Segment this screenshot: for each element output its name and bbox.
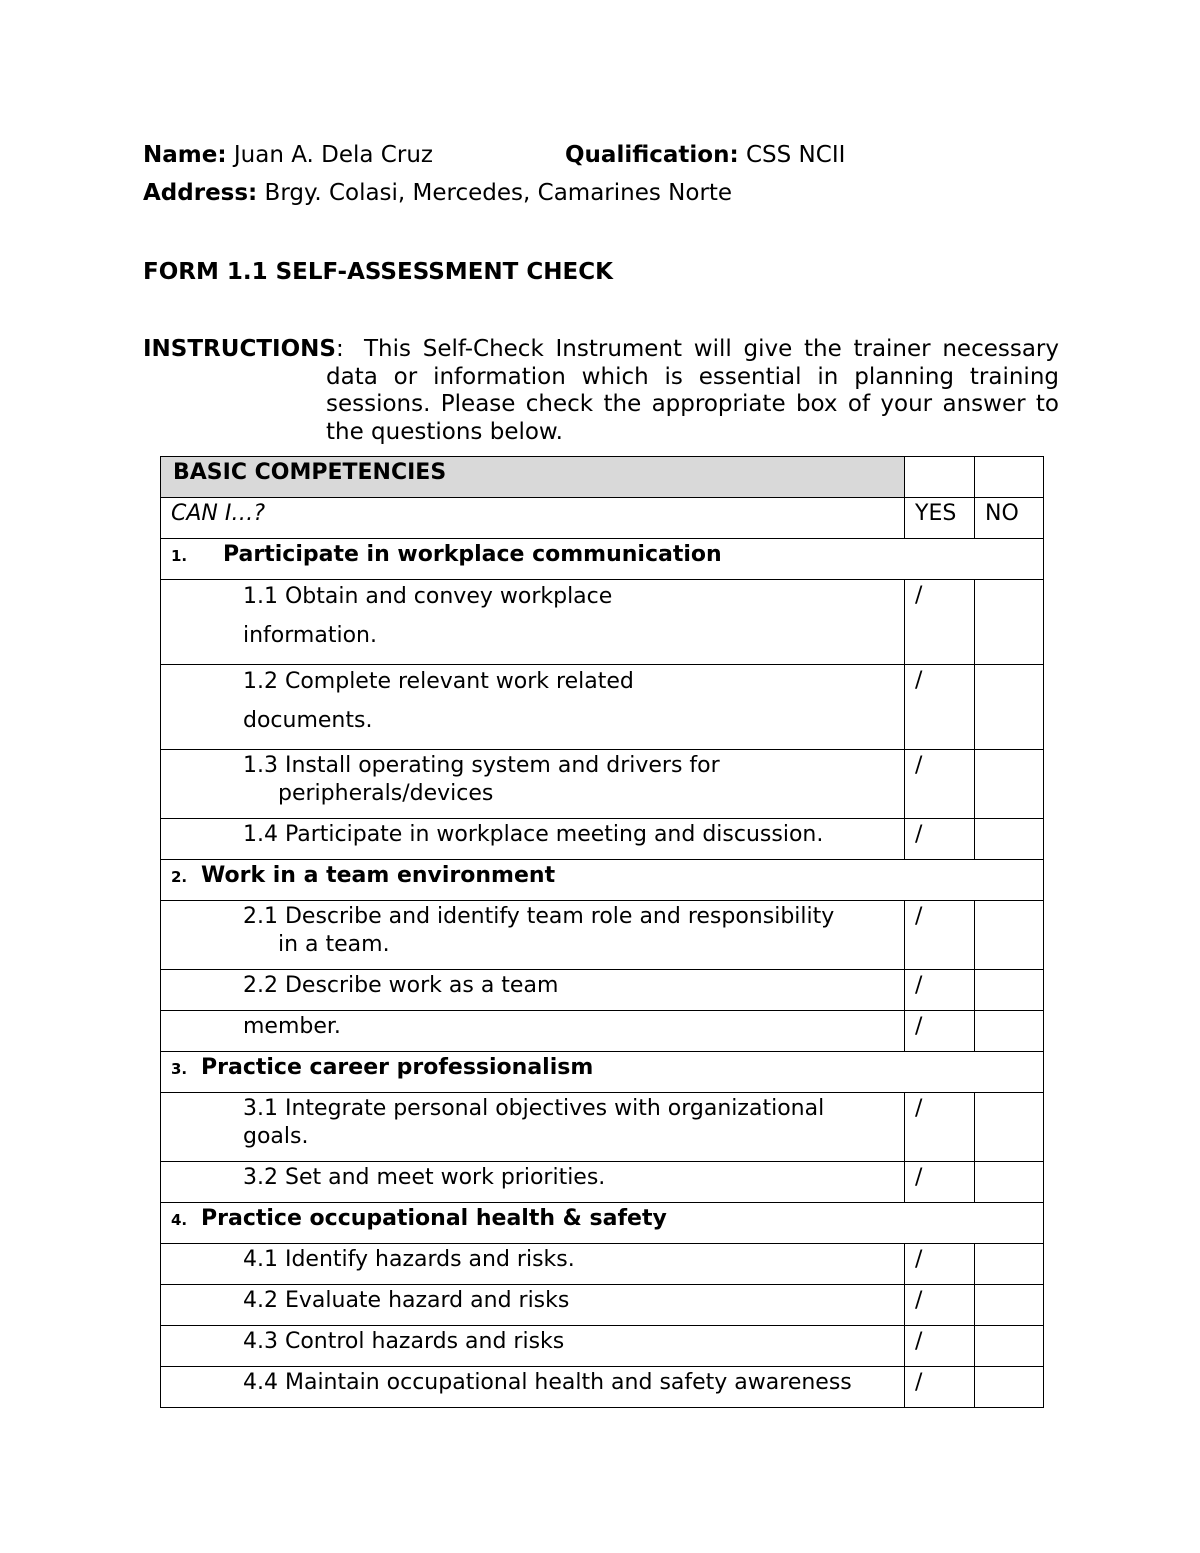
- name-line: [143, 142, 433, 168]
- no-checkbox-cell[interactable]: [975, 901, 1044, 970]
- section-number: 2.: [171, 868, 188, 886]
- can-i-label: CAN I…?: [161, 498, 905, 539]
- no-checkbox-cell[interactable]: [975, 580, 1044, 665]
- item-line-1: 4.2 Evaluate hazard and risks: [243, 1288, 570, 1313]
- self-assessment-table: [160, 456, 1044, 1408]
- item-line-1: 2.1 Describe and identify team role and responsibility: [243, 904, 835, 929]
- item-text-cell: [161, 1162, 905, 1203]
- address-label: Address:: [143, 180, 258, 206]
- address-line: [143, 180, 732, 206]
- table-row: [161, 1285, 1044, 1326]
- no-checkbox-cell[interactable]: [975, 1093, 1044, 1162]
- item-text-cell: [161, 665, 905, 750]
- table-row: [161, 819, 1044, 860]
- form-title: FORM 1.1 SELF-ASSESSMENT CHECK: [143, 259, 613, 285]
- qualification-line: [565, 142, 845, 168]
- name-value: Juan A. Dela Cruz: [226, 142, 433, 168]
- table-row: [161, 1326, 1044, 1367]
- qualification-label: Qualification:: [565, 142, 739, 168]
- yes-checkbox-cell[interactable]: /: [905, 750, 975, 819]
- item-line-1: 3.2 Set and meet work priorities.: [243, 1165, 606, 1190]
- no-checkbox-cell[interactable]: [975, 1285, 1044, 1326]
- item-text-cell: [161, 1367, 905, 1408]
- section-number: 3.: [171, 1060, 188, 1078]
- section-row: [161, 1203, 1044, 1244]
- no-checkbox-cell[interactable]: [975, 1011, 1044, 1052]
- item-line-1: 1.1 Obtain and convey workplace: [243, 584, 613, 609]
- table-row: [161, 901, 1044, 970]
- item-line-1: 2.2 Describe work as a team: [243, 973, 559, 998]
- section-title: Participate in workplace communication: [223, 542, 722, 567]
- item-text-cell: [161, 1093, 905, 1162]
- item-text-cell: [161, 580, 905, 665]
- column-header-row: [161, 498, 1044, 539]
- instructions-text: data or information which is essential in planning training sessions. Please check the appropriate box of your answer to the questions below.: [326, 363, 1059, 445]
- section-row: [161, 860, 1044, 901]
- table-heading: BASIC COMPETENCIES: [161, 457, 905, 498]
- table-row: [161, 750, 1044, 819]
- yes-checkbox-cell[interactable]: /: [905, 1162, 975, 1203]
- yes-checkbox-cell[interactable]: /: [905, 819, 975, 860]
- item-line-2: peripherals/devices: [278, 781, 494, 806]
- item-text-cell: [161, 750, 905, 819]
- item-text-cell: [161, 901, 905, 970]
- yes-checkbox-cell[interactable]: /: [905, 1244, 975, 1285]
- item-text-cell: [161, 1011, 905, 1052]
- table-row: [161, 1244, 1044, 1285]
- section-heading: [161, 1052, 1044, 1093]
- item-line-1: 4.1 Identify hazards and risks.: [243, 1247, 575, 1272]
- yes-checkbox-cell[interactable]: /: [905, 970, 975, 1011]
- item-text-cell: [161, 1244, 905, 1285]
- section-heading: [161, 1203, 1044, 1244]
- yes-checkbox-cell[interactable]: /: [905, 1285, 975, 1326]
- item-line-1: 1.3 Install operating system and drivers for: [243, 753, 720, 778]
- section-row: [161, 1052, 1044, 1093]
- item-line-1: 4.3 Control hazards and risks: [243, 1329, 565, 1354]
- no-checkbox-cell[interactable]: [975, 1162, 1044, 1203]
- section-title: Practice occupational health & safety: [201, 1206, 667, 1231]
- section-number: 1.: [171, 547, 188, 565]
- item-line-1: 3.1 Integrate personal objectives with organizational: [243, 1096, 825, 1121]
- table-row: [161, 580, 1044, 665]
- item-line-2: information.: [243, 623, 377, 648]
- section-title: Work in a team environment: [201, 863, 556, 888]
- yes-checkbox-cell[interactable]: /: [905, 1326, 975, 1367]
- item-line-2: documents.: [243, 708, 373, 733]
- no-checkbox-cell[interactable]: [975, 970, 1044, 1011]
- heading-no-cell: [975, 457, 1044, 498]
- section-row: [161, 539, 1044, 580]
- item-text-cell: [161, 1285, 905, 1326]
- section-heading: [161, 860, 1044, 901]
- no-checkbox-cell[interactable]: [975, 1367, 1044, 1408]
- yes-checkbox-cell[interactable]: /: [905, 901, 975, 970]
- name-label: Name:: [143, 142, 227, 168]
- item-line-1: 4.4 Maintain occupational health and safety awareness: [243, 1370, 852, 1395]
- no-checkbox-cell[interactable]: [975, 1326, 1044, 1367]
- yes-checkbox-cell[interactable]: /: [905, 1367, 975, 1408]
- item-line-1: member.: [243, 1014, 341, 1039]
- section-title: Practice career professionalism: [201, 1055, 594, 1080]
- item-text-cell: [161, 819, 905, 860]
- item-line-2: in a team.: [278, 932, 390, 957]
- item-line-1: 1.4 Participate in workplace meeting and discussion.: [243, 822, 824, 847]
- no-checkbox-cell[interactable]: [975, 1244, 1044, 1285]
- table-row: [161, 665, 1044, 750]
- section-number: 4.: [171, 1211, 188, 1229]
- table-row: [161, 970, 1044, 1011]
- yes-checkbox-cell[interactable]: /: [905, 1011, 975, 1052]
- table-row: [161, 1093, 1044, 1162]
- item-line-2: goals.: [243, 1124, 309, 1149]
- instructions-first-line: This Self-Check Instrument will give the trainer necessary: [364, 336, 1059, 362]
- section-heading: [161, 539, 1044, 580]
- table-row: [161, 1011, 1044, 1052]
- heading-yes-cell: [905, 457, 975, 498]
- no-checkbox-cell[interactable]: [975, 750, 1044, 819]
- table-row: [161, 1367, 1044, 1408]
- item-text-cell: [161, 970, 905, 1011]
- yes-checkbox-cell[interactable]: /: [905, 580, 975, 665]
- table-row: [161, 1162, 1044, 1203]
- table-heading-row: [161, 457, 1044, 498]
- yes-checkbox-cell[interactable]: /: [905, 665, 975, 750]
- yes-checkbox-cell[interactable]: /: [905, 1093, 975, 1162]
- instructions-label: INSTRUCTIONS:: [143, 336, 344, 362]
- no-header: NO: [975, 498, 1044, 539]
- yes-header: YES: [905, 498, 975, 539]
- no-checkbox-cell[interactable]: [975, 665, 1044, 750]
- no-checkbox-cell[interactable]: [975, 819, 1044, 860]
- address-value: Brgy. Colasi, Mercedes, Camarines Norte: [257, 180, 733, 206]
- qualification-value: CSS NCII: [738, 142, 846, 168]
- item-text-cell: [161, 1326, 905, 1367]
- item-line-1: 1.2 Complete relevant work related: [243, 669, 634, 694]
